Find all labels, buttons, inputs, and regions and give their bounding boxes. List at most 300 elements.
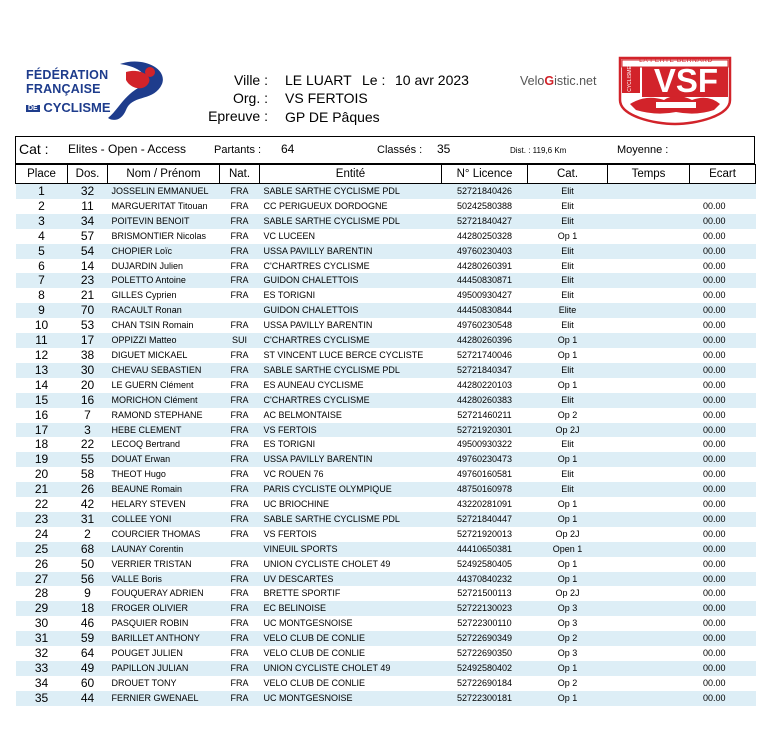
cat-label: Cat : xyxy=(19,141,49,157)
entite-cell: UC BRIOCHINE xyxy=(263,499,330,510)
name-cell: BRISMONTIER Nicolas xyxy=(111,230,207,241)
cat-cell: Op 1 xyxy=(557,499,578,510)
licence-cell: 49760230403 xyxy=(442,244,528,259)
ecart-cell: 00.00 xyxy=(702,409,726,420)
dos-cell: 60 xyxy=(80,675,95,690)
table-row xyxy=(16,184,756,199)
ecart-cell: 00.00 xyxy=(702,469,726,480)
entite-cell: EC BELINOISE xyxy=(260,601,442,616)
place-cell: 26 xyxy=(34,556,49,571)
partants-label: Partants : xyxy=(214,144,262,156)
dos-cell: 20 xyxy=(80,377,95,392)
entite-cell: UNION CYCLISTE CHOLET 49 xyxy=(263,558,391,569)
entite-cell: VELO CLUB DE CONLIE xyxy=(263,677,366,688)
dos-cell: 50 xyxy=(80,556,95,571)
ecart-cell: 00.00 xyxy=(702,230,726,241)
nat-cell: FRA xyxy=(220,691,260,706)
table-row xyxy=(16,273,756,288)
cat-cell: Op 2J xyxy=(555,588,580,599)
nat-cell: FRA xyxy=(220,572,260,587)
place-cell: 22 xyxy=(34,497,49,512)
licence-cell: 52721920013 xyxy=(456,528,513,539)
vsf-letters: VSF xyxy=(653,62,719,99)
table-row xyxy=(16,348,756,363)
licence-cell: 49760230548 xyxy=(456,320,513,331)
name-cell: FOUQUERAY ADRIEN xyxy=(111,588,204,599)
nat-cell: FRA xyxy=(230,290,249,301)
place-cell: 1 xyxy=(16,184,68,199)
cat-cell: Elit xyxy=(528,184,608,199)
name-cell: LAUNAY Corentin xyxy=(108,542,220,557)
nat-cell: FRA xyxy=(220,363,260,378)
licence-cell: 44410650381 xyxy=(442,542,528,557)
table-row xyxy=(16,616,756,631)
entite-cell: ES TORIGNI xyxy=(263,290,316,301)
name-cell: THEOT Hugo xyxy=(111,469,166,480)
name-cell: MORICHON Clément xyxy=(108,393,220,408)
licence-cell: 52722300181 xyxy=(442,691,528,706)
table-row xyxy=(16,542,756,557)
entite-cell: USSA PAVILLY BARENTIN xyxy=(260,244,442,259)
header-row xyxy=(16,165,756,184)
ffc-line1: FÉDÉRATION xyxy=(26,68,109,82)
ecart-cell: 00.00 xyxy=(690,542,756,557)
table-row xyxy=(16,363,756,378)
table-row xyxy=(16,572,756,587)
temps-cell xyxy=(608,259,690,274)
cat-cell: Op 1 xyxy=(557,349,578,360)
ecart-cell: 00.00 xyxy=(702,200,726,211)
cat-cell: Elit xyxy=(561,290,574,301)
entite-cell: VC LUCEEN xyxy=(263,230,316,241)
dos-cell: 34 xyxy=(68,214,108,229)
entite-cell: VELO CLUB DE CONLIE xyxy=(260,631,442,646)
cat-cell: Elit xyxy=(561,260,574,271)
temps-cell xyxy=(608,527,690,542)
licence-cell: 44370840232 xyxy=(442,572,528,587)
cat-cell: Elit xyxy=(561,200,574,211)
ecart-cell: 00.00 xyxy=(702,588,726,599)
table-row xyxy=(16,527,756,542)
temps-cell xyxy=(608,348,690,363)
cat-cell: Op 3 xyxy=(557,618,578,629)
nat-cell: FRA xyxy=(230,648,249,659)
classes-value: 35 xyxy=(437,142,451,156)
dos-cell: 21 xyxy=(80,288,95,303)
cat-cell: Op 2 xyxy=(528,631,608,646)
nat-cell: FRA xyxy=(230,677,249,688)
temps-cell xyxy=(608,214,690,229)
nat-cell: FRA xyxy=(230,588,249,599)
name-cell: OPPIZZI Matteo xyxy=(108,333,220,348)
temps-cell xyxy=(608,184,690,199)
cat-cell: Op 1 xyxy=(528,661,608,676)
nat-cell: FRA xyxy=(220,631,260,646)
place-cell: 14 xyxy=(34,377,49,392)
name-cell: HELARY STEVEN xyxy=(111,499,186,510)
ecart-cell: 00.00 xyxy=(690,601,756,616)
dos-cell: 16 xyxy=(68,393,108,408)
ecart-cell: 00.00 xyxy=(690,661,756,676)
entite-cell: CC PERIGUEUX DORDOGNE xyxy=(263,200,388,211)
nat-cell: FRA xyxy=(230,558,249,569)
cat-cell: Open 1 xyxy=(528,542,608,557)
name-cell: CHEVAU SEBASTIEN xyxy=(108,363,220,378)
cat-cell: Op 2 xyxy=(557,677,578,688)
licence-cell: 49500930322 xyxy=(456,439,513,450)
table-row xyxy=(16,259,756,274)
name-cell: DROUET TONY xyxy=(111,677,177,688)
licence-cell: 49500930427 xyxy=(456,290,513,301)
moyenne-label: Moyenne : xyxy=(617,144,669,156)
name-cell: HEBE CLEMENT xyxy=(108,423,220,438)
dos-cell: 9 xyxy=(84,586,91,601)
table-row xyxy=(16,691,756,706)
name-cell: LE GUERN Clément xyxy=(111,379,194,390)
nat-cell: FRA xyxy=(220,214,260,229)
place-cell: 3 xyxy=(16,214,68,229)
name-cell: PASQUIER ROBIN xyxy=(111,618,189,629)
dos-cell: 38 xyxy=(80,347,95,362)
licence-cell: 52721840427 xyxy=(442,214,528,229)
temps-cell xyxy=(608,586,690,601)
ecart-cell: 00.00 xyxy=(690,423,756,438)
entite-cell: VC ROUEN 76 xyxy=(263,469,324,480)
col-header-ecart: Ecart xyxy=(690,165,756,184)
ecart-cell: 00.00 xyxy=(702,558,726,569)
ecart-cell: 00.00 xyxy=(702,677,726,688)
entite-cell: GUIDON CHALETTOIS xyxy=(260,273,442,288)
dos-cell: 18 xyxy=(68,601,108,616)
table-row xyxy=(16,199,756,214)
nat-cell: FRA xyxy=(230,320,249,331)
place-cell: 19 xyxy=(16,452,68,467)
name-cell: BARILLET ANTHONY xyxy=(108,631,220,646)
temps-cell xyxy=(608,273,690,288)
dos-cell: 68 xyxy=(68,542,108,557)
cat-cell: Elite xyxy=(528,303,608,318)
licence-cell: 52722300110 xyxy=(457,618,512,629)
cat-cell: Elit xyxy=(528,214,608,229)
nat-cell: FRA xyxy=(230,499,249,510)
temps-cell xyxy=(608,408,690,423)
partants-value: 64 xyxy=(281,142,295,156)
name-cell: POLETTO Antoine xyxy=(108,273,220,288)
table-row xyxy=(16,423,756,438)
entite-cell: UC MONTGESNOISE xyxy=(260,691,442,706)
nat-cell: FRA xyxy=(230,528,249,539)
dos-cell: 17 xyxy=(68,333,108,348)
col-header-nat: Nat. xyxy=(220,165,260,184)
licence-cell: 44280260396 xyxy=(442,333,528,348)
place-cell: 35 xyxy=(16,691,68,706)
ffc-cyclisme: CYCLISME xyxy=(43,100,111,115)
entite-cell: UV DESCARTES xyxy=(260,572,442,587)
name-cell: VALLE Boris xyxy=(108,572,220,587)
name-cell: VERRIER TRISTAN xyxy=(111,558,192,569)
ffc-logo xyxy=(22,58,172,124)
nat-cell: SUI xyxy=(220,333,260,348)
nat-cell xyxy=(220,542,260,557)
licence-cell: 52721500113 xyxy=(457,588,512,599)
classes-label: Classés : xyxy=(377,144,423,156)
licence-cell: 52722690349 xyxy=(442,631,528,646)
table-row xyxy=(16,303,756,318)
cat-cell: Elit xyxy=(528,273,608,288)
org-value: VS FERTOIS xyxy=(285,90,368,106)
licence-cell: 52721920301 xyxy=(442,423,528,438)
cat-cell: Op 2J xyxy=(528,423,608,438)
cat-cell: Elit xyxy=(528,393,608,408)
results-body xyxy=(16,184,756,706)
dos-cell: 23 xyxy=(68,273,108,288)
table-row xyxy=(16,378,756,393)
ecart-cell: 00.00 xyxy=(702,439,726,450)
temps-cell xyxy=(608,244,690,259)
entite-cell: ST VINCENT LUCE BERCE CYCLISTE xyxy=(263,349,424,360)
temps-cell xyxy=(608,452,690,467)
licence-cell: 52722690350 xyxy=(456,648,513,659)
place-cell: 12 xyxy=(34,347,49,362)
results-table xyxy=(15,164,756,706)
ecart-cell: 00.00 xyxy=(702,290,726,301)
entite-cell: C'CHARTRES CYCLISME xyxy=(263,260,370,271)
entite-cell: GUIDON CHALETTOIS xyxy=(260,303,442,318)
dos-cell: 22 xyxy=(80,437,95,452)
name-cell: MARGUERITAT Titouan xyxy=(111,200,208,211)
nat-cell: FRA xyxy=(230,349,249,360)
dos-cell: 70 xyxy=(68,303,108,318)
nat-cell: FRA xyxy=(220,244,260,259)
table-row xyxy=(16,661,756,676)
nat-cell: FRA xyxy=(230,618,249,629)
nat-cell: FRA xyxy=(230,260,249,271)
table-row xyxy=(16,229,756,244)
temps-cell xyxy=(608,288,690,303)
temps-cell xyxy=(608,557,690,572)
nat-cell: FRA xyxy=(220,184,260,199)
ecart-cell: 00.00 xyxy=(702,499,726,510)
temps-cell xyxy=(608,423,690,438)
velogistic-brand: VeloGistic.net xyxy=(520,74,597,88)
place-cell: 31 xyxy=(16,631,68,646)
name-cell: POITEVIN BENOIT xyxy=(108,214,220,229)
name-cell: CHAN TSIN Romain xyxy=(111,320,194,331)
dos-cell: 2 xyxy=(84,526,91,541)
name-cell: BEAUNE Romain xyxy=(108,482,220,497)
dos-cell: 31 xyxy=(68,512,108,527)
col-header-licence: N° Licence xyxy=(442,165,528,184)
entite-cell: UNION CYCLISTE CHOLET 49 xyxy=(260,661,442,676)
licence-cell: 52721460211 xyxy=(457,409,512,420)
temps-cell xyxy=(608,318,690,333)
ville-value: LE LUART xyxy=(285,72,352,88)
cat-value: Elites - Open - Access xyxy=(68,142,187,156)
entite-cell: USSA PAVILLY BARENTIN xyxy=(263,320,373,331)
name-cell: POUGET JULIEN xyxy=(111,648,183,659)
place-cell: 4 xyxy=(38,228,45,243)
nat-cell xyxy=(220,303,260,318)
cat-cell: Elit xyxy=(528,363,608,378)
licence-cell: 44450830844 xyxy=(442,303,528,318)
cat-cell: Op 1 xyxy=(528,691,608,706)
ecart-cell: 00.00 xyxy=(690,244,756,259)
name-cell: DUJARDIN Julien xyxy=(111,260,184,271)
cat-cell: Op 1 xyxy=(528,333,608,348)
cat-cell: Op 1 xyxy=(557,558,578,569)
table-row xyxy=(16,288,756,303)
cat-cell: Op 1 xyxy=(557,379,578,390)
nat-cell: FRA xyxy=(220,423,260,438)
place-cell: 10 xyxy=(34,318,49,333)
temps-cell xyxy=(608,646,690,661)
name-cell: FROGER OLIVIER xyxy=(108,601,220,616)
ecart-cell xyxy=(690,184,756,199)
name-cell: RACAULT Ronan xyxy=(108,303,220,318)
temps-cell xyxy=(608,572,690,587)
ecart-cell: 00.00 xyxy=(690,452,756,467)
ffc-de: DE xyxy=(28,105,38,113)
cat-cell: Op 2J xyxy=(555,528,580,539)
place-cell: 29 xyxy=(16,601,68,616)
cat-cell: Elit xyxy=(528,482,608,497)
place-cell: 8 xyxy=(38,288,45,303)
ecart-cell: 00.00 xyxy=(702,618,726,629)
cat-cell: Op 3 xyxy=(528,601,608,616)
epreuve-value: GP DE Pâques xyxy=(285,109,380,125)
table-row xyxy=(16,452,756,467)
entite-cell: VINEUIL SPORTS xyxy=(260,542,442,557)
place-cell: 5 xyxy=(16,244,68,259)
place-cell: 21 xyxy=(16,482,68,497)
name-cell: JOSSELIN EMMANUEL xyxy=(108,184,220,199)
date-label: Le : xyxy=(362,72,386,88)
name-cell: DIGUET MICKAEL xyxy=(111,349,188,360)
temps-cell xyxy=(608,333,690,348)
ecart-cell: 00.00 xyxy=(690,303,756,318)
table-row xyxy=(16,437,756,452)
ecart-cell: 00.00 xyxy=(690,214,756,229)
col-header-cat: Cat. xyxy=(528,165,608,184)
entite-cell: SABLE SARTHE CYCLISME PDL xyxy=(260,184,442,199)
nat-cell: FRA xyxy=(220,512,260,527)
licence-cell: 52492580405 xyxy=(456,558,513,569)
temps-cell xyxy=(608,393,690,408)
temps-cell xyxy=(608,616,690,631)
nat-cell: FRA xyxy=(220,661,260,676)
licence-cell: 49760230473 xyxy=(442,452,528,467)
entite-cell: PARIS CYCLISTE OLYMPIQUE xyxy=(260,482,442,497)
nat-cell: FRA xyxy=(220,601,260,616)
dos-cell: 30 xyxy=(68,363,108,378)
place-cell: 27 xyxy=(16,572,68,587)
entite-cell: VELO CLUB DE CONLIE xyxy=(263,648,366,659)
temps-cell xyxy=(608,378,690,393)
nat-cell: FRA xyxy=(230,379,249,390)
ecart-cell: 00.00 xyxy=(690,691,756,706)
dos-cell: 7 xyxy=(84,407,91,422)
licence-cell: 50242580388 xyxy=(456,200,513,211)
temps-cell xyxy=(608,497,690,512)
place-cell: 7 xyxy=(16,273,68,288)
place-cell: 18 xyxy=(34,437,49,452)
table-row xyxy=(16,646,756,661)
place-cell: 17 xyxy=(16,423,68,438)
name-cell: PAPILLON JULIAN xyxy=(108,661,220,676)
dos-cell: 59 xyxy=(68,631,108,646)
place-cell: 24 xyxy=(34,526,49,541)
table-row xyxy=(16,631,756,646)
place-cell: 23 xyxy=(16,512,68,527)
entite-cell: SABLE SARTHE CYCLISME PDL xyxy=(260,512,442,527)
entite-cell: UC MONTGESNOISE xyxy=(263,618,353,629)
nat-cell: FRA xyxy=(220,273,260,288)
dos-cell: 58 xyxy=(80,467,95,482)
dos-cell: 44 xyxy=(68,691,108,706)
licence-cell: 52721740046 xyxy=(456,349,513,360)
licence-cell: 44450830871 xyxy=(442,273,528,288)
name-cell: LECOQ Bertrand xyxy=(111,439,181,450)
ecart-cell: 00.00 xyxy=(690,512,756,527)
licence-cell: 44280250328 xyxy=(456,230,513,241)
nat-cell: FRA xyxy=(230,469,249,480)
ecart-cell: 00.00 xyxy=(690,482,756,497)
cat-cell: Op 2 xyxy=(557,409,578,420)
ecart-cell: 00.00 xyxy=(690,363,756,378)
dos-cell: 42 xyxy=(80,497,95,512)
temps-cell xyxy=(608,691,690,706)
table-row xyxy=(16,482,756,497)
entite-cell: ES AUNEAU CYCLISME xyxy=(263,379,364,390)
dos-cell: 46 xyxy=(80,616,95,631)
date-value: 10 avr 2023 xyxy=(395,72,469,88)
ecart-cell: 00.00 xyxy=(690,572,756,587)
nat-cell: FRA xyxy=(230,409,249,420)
licence-cell: 49760160581 xyxy=(456,469,513,480)
temps-cell xyxy=(608,199,690,214)
place-cell: 2 xyxy=(38,198,45,213)
dos-cell: 64 xyxy=(80,646,95,661)
ecart-cell: 00.00 xyxy=(702,379,726,390)
dos-cell: 26 xyxy=(68,482,108,497)
vsf-logo xyxy=(616,56,734,126)
temps-cell xyxy=(608,467,690,482)
temps-cell xyxy=(608,229,690,244)
name-cell: CHOPIER Loïc xyxy=(108,244,220,259)
cat-cell: Op 3 xyxy=(557,648,578,659)
dos-cell: 55 xyxy=(68,452,108,467)
dos-cell: 32 xyxy=(68,184,108,199)
entite-cell: ES TORIGNI xyxy=(263,439,316,450)
name-cell: FERNIER GWENAEL xyxy=(108,691,220,706)
ecart-cell: 00.00 xyxy=(690,631,756,646)
place-cell: 25 xyxy=(16,542,68,557)
ffc-line3 xyxy=(26,100,111,115)
dos-cell: 3 xyxy=(68,423,108,438)
licence-cell: 43220281091 xyxy=(456,499,513,510)
cat-cell: Op 1 xyxy=(528,572,608,587)
place-cell: 30 xyxy=(34,616,49,631)
table-row xyxy=(16,244,756,259)
entite-cell: VS FERTOIS xyxy=(260,423,442,438)
temps-cell xyxy=(608,363,690,378)
col-header-temps: Temps xyxy=(608,165,690,184)
entite-cell: AC BELMONTAISE xyxy=(263,409,342,420)
table-row xyxy=(16,557,756,572)
name-cell: RAMOND STEPHANE xyxy=(111,409,203,420)
licence-cell: 52721840426 xyxy=(442,184,528,199)
nat-cell: FRA xyxy=(230,200,249,211)
